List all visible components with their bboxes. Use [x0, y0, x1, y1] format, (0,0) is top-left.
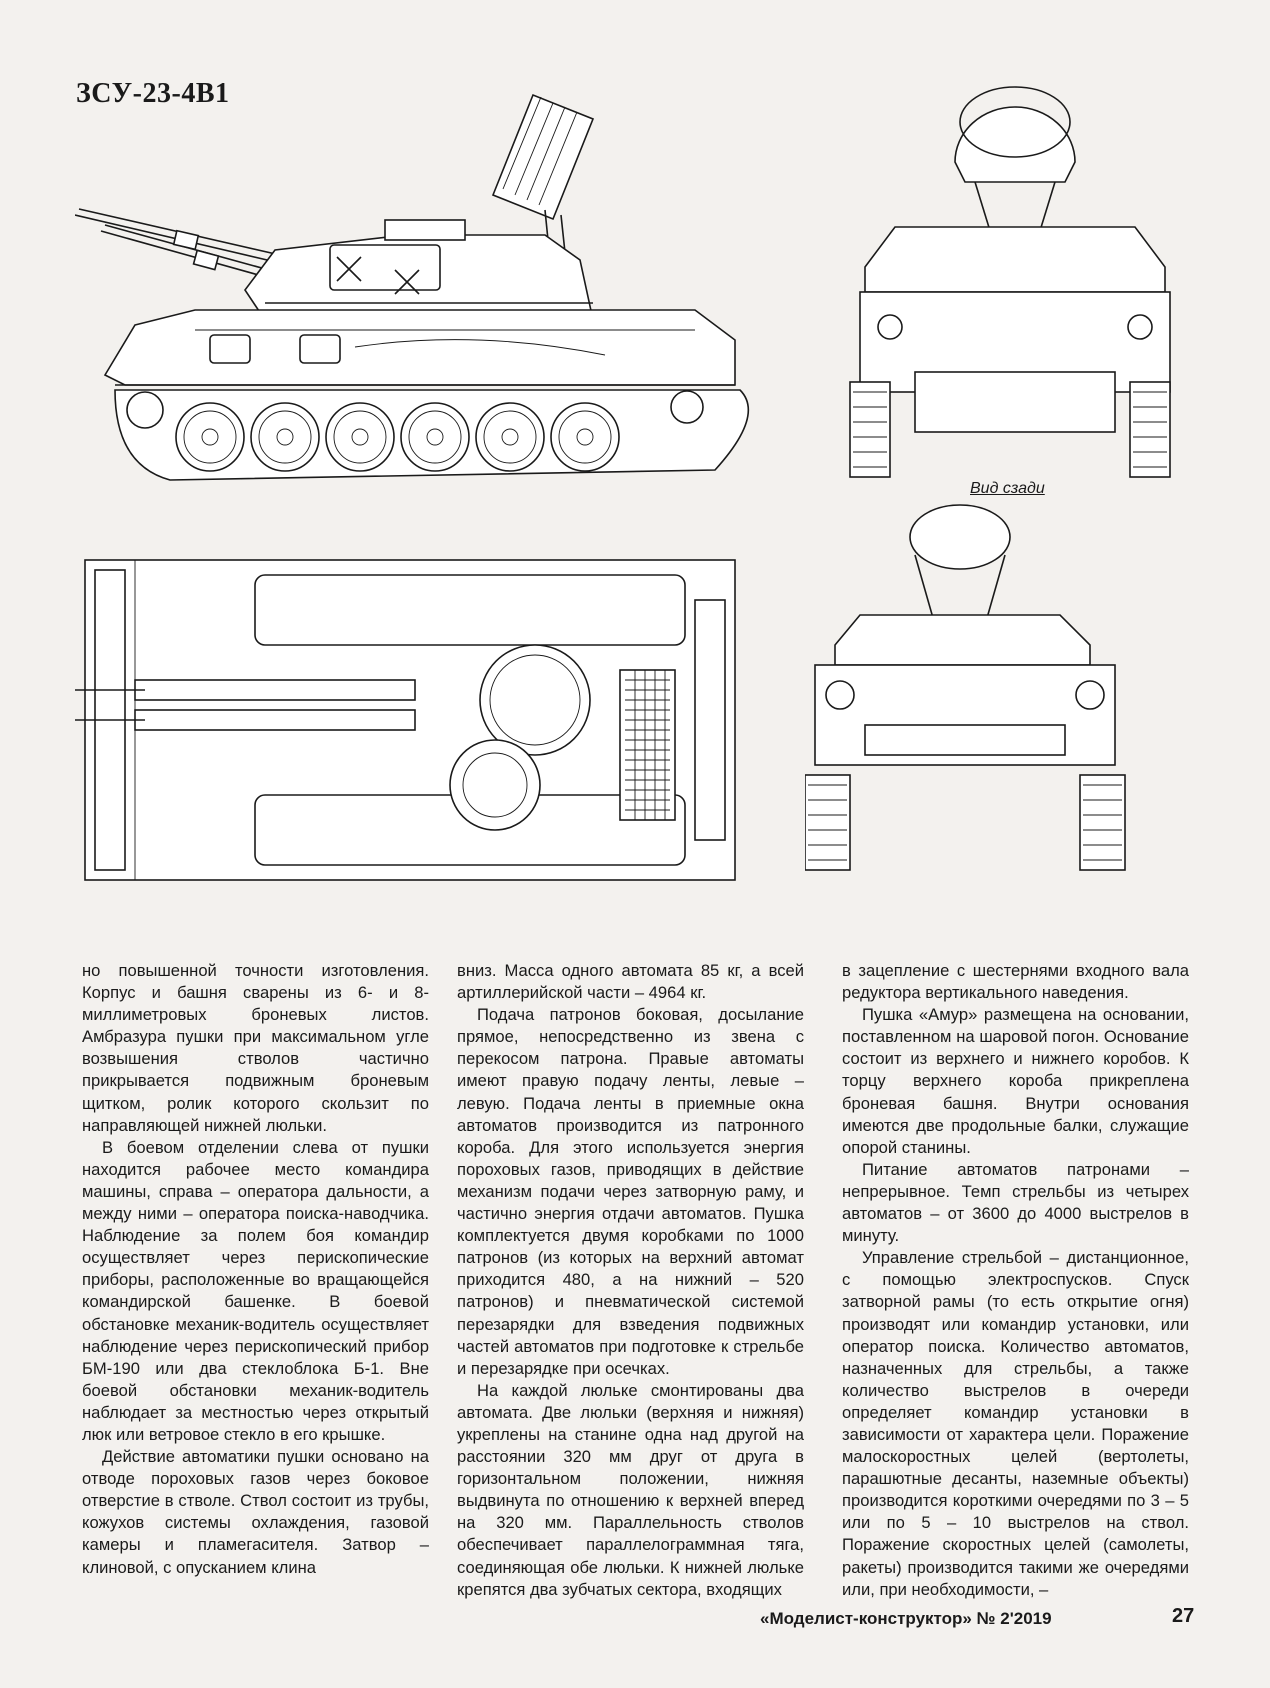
- side-view-drawing: [75, 85, 795, 515]
- paragraph: Управление стрельбой – дистанционное, с помощью электроспусков. Спуск затворной рамы (то есть открытие огня) производят или командир установки, или оператор поиска. Количество автоматов, назначенных для стрельбы, а также количество выстрелов в очереди определяет командир установки в зависимости от характера цели. Поражение малоскоростных целей (вертолеты, парашютные десанты, наземные объекты) производится короткими очередями по 3 – 5 или по 5 – 10 выстрелов на ствол. Поражение скоростных целей (самолеты, ракеты) производится такими же очередями или, при необходимости, –: [842, 1248, 1189, 1599]
- rear-view-caption: Вид сзади: [970, 480, 1045, 497]
- paragraph: Пушка «Амур» размещена на основании, поставленном на шаровой погон. Основание состоит из верхнего и нижнего коробов. К торцу верхнего короба прикреплена броневая башня. Внутри основания имеются две продольные балки, служащие опорой станины.: [842, 1005, 1189, 1157]
- paragraph: В боевом отделении слева от пушки находится рабочее место командира машины, справа – оператора дальности, а между ними – оператора поиска-наводчика. Наблюдение за полем боя командир осуществляет через перископические приборы, расположенные во вращающейся командирской башенке. В боевой обстановке механик-водитель осуществляет наблюдение через перископический прибор БМ-190 или два стеклоблока Б-1. Вне боевой обстановки механик-водитель наблюдает за местностью через открытый люк или ветровое стекло в его крышке.: [82, 1137, 429, 1444]
- paragraph: вниз. Масса одного автомата 85 кг, а всей артиллерийской части – 4964 кг.: [457, 961, 804, 1003]
- top-view-drawing: [75, 550, 775, 890]
- turret: [245, 220, 593, 320]
- magazine-footer: «Моделист-конструктор» № 2'2019: [760, 1609, 1052, 1628]
- paragraph: но повышенной точности изготовления. Корпус и башня сварены из 6- и 8-миллиметровых броневых листов. Амбразура пушки при максимальном угле возвышения стволов частично прикрывается подвижным броневым щитком, ролик которого скользит по направляющей нижней люльки.: [82, 961, 429, 1135]
- front-view-drawing: [805, 495, 1135, 895]
- hull: [105, 310, 735, 385]
- paragraph: Питание автоматов патронами – непрерывное. Темп стрельбы из четырех автоматов – от 3600 до 4000 выстрелов в минуту.: [842, 1159, 1189, 1246]
- rear-view-drawing: [845, 82, 1175, 482]
- page-number: 27: [1172, 1605, 1195, 1627]
- paragraph: На каждой люльке смонтированы два автомата. Две люльки (верхняя и нижняя) укреплены на станине одна над другой на расстоянии 320 мм друг от друга в горизонтальном положении, нижняя выдвинута по отношению к верхней вперед на 320 мм. Параллельность стволов обеспечивает параллелограммная тяга, соединяющая обе люльки. К нижней люльке крепятся два зубчатых сектора, входящих: [457, 1380, 804, 1599]
- article-title: ЗСУ-23-4В1: [76, 78, 230, 109]
- text-column-2: [457, 960, 804, 1601]
- paragraph: Действие автоматики пушки основано на отводе пороховых газов через боковое отверстие в стволе. Ствол состоит из трубы, кожухов системы охлаждения, газовой камеры и пламегасителя. Затвор – клиновой, с опусканием клина: [82, 1447, 429, 1577]
- gun-barrels: [75, 209, 280, 281]
- track: [115, 390, 748, 480]
- text-column-3: [842, 960, 1189, 1601]
- text-column-1: [82, 960, 429, 1579]
- paragraph: в зацепление с шестернями входного вала редуктора вертикального наведения.: [842, 961, 1189, 1003]
- paragraph: Подача патронов боковая, досылание прямое, непосредственно из звена с перекосом патрона. Правые автоматы имеют правую подачу ленты, левые – левую. Подача ленты в приемные окна автоматов производится из патронного короба. Для этого используется энергия пороховых газов, приводящих в действие механизм подачи через затворную раму, и частично энергия отдачи автоматов. Пушка комплектуется двумя коробками по 1000 патронов (из которых на верхний автомат приходится 480, а на нижний – 520 патронов) и пневматической системой перезарядки для взведения подвижных частей автоматов при подготовке к стрельбе и перезарядке при осечках.: [457, 1005, 804, 1378]
